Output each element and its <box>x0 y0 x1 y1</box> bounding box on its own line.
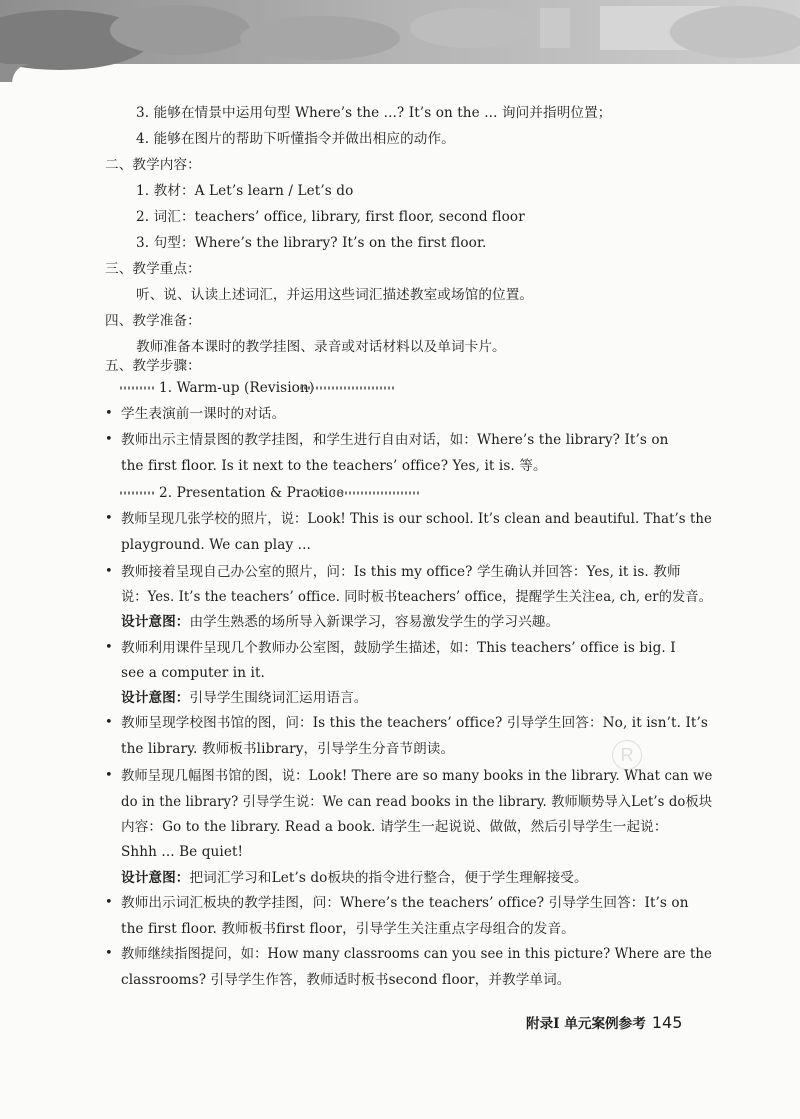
p7-line-2: classrooms? 引导学生作答，教师适时板书second floor，并教学单词。 <box>121 972 571 988</box>
bullet: • <box>105 715 113 730</box>
bullet: • <box>105 768 113 783</box>
step1-left-decoration <box>120 384 154 392</box>
bullet: • <box>105 432 113 447</box>
note-label: 设计意图： <box>121 614 190 630</box>
p6-line-1: 教师出示词汇板块的教学挂图，问：Where’s the teachers’ office? 引导学生回答：It’s on <box>121 895 689 911</box>
content-item-1: 1. 教材：A Let’s learn / Let’s do <box>136 183 354 199</box>
step-2-title: 2. Presentation & Practice <box>159 485 345 501</box>
step1-bullet-1: 学生表演前一课时的对话。 <box>121 406 286 422</box>
bullet: • <box>105 946 113 961</box>
step2-left-decoration <box>120 489 154 497</box>
p3-line-1: 教师利用课件呈现几个教师办公室图，鼓励学生描述，如：This teachers’ office is big. I <box>121 640 676 656</box>
step1-bullet-2-line-1: 教师出示主情景图的教学挂图，和学生进行自由对话，如：Where’s the library? It’s on <box>121 432 669 448</box>
section-4-text: 教师准备本课时的教学挂图、录音或对话材料以及单词卡片。 <box>136 339 506 355</box>
note-text: 引导学生围绕词汇运用语言。 <box>189 690 368 706</box>
step1-bullet-2-line-2: the first floor. Is it next to the teachers’ office? Yes, it is. 等。 <box>121 458 547 474</box>
bullet: • <box>105 564 113 579</box>
content-item-2: 2. 词汇：teachers’ office, library, first floor, second floor <box>136 209 525 225</box>
section-3-heading: 三、教学重点： <box>105 261 201 277</box>
step2-right-decoration <box>317 489 421 497</box>
note-label: 设计意图： <box>121 870 190 886</box>
note-text: 把词汇学习和Let’s do板块的指令进行整合，便于学生理解接受。 <box>189 870 588 886</box>
p2-line-2: 说：Yes. It’s the teachers’ office. 同时板书teachers’ office，提醒学生关注ea, ch, er的发音。 <box>121 589 712 605</box>
page-footer <box>526 1013 682 1034</box>
p2-design-note <box>121 612 559 632</box>
objective-4: 4. 能够在图片的帮助下听懂指令并做出相应的动作。 <box>136 131 455 147</box>
section-3-text: 听、说、认读上述词汇，并运用这些词汇描述教室或场馆的位置。 <box>136 287 534 303</box>
bullet: • <box>105 406 113 421</box>
objective-3: 3. 能够在情景中运用句型 Where’s the ...? It’s on the ... 询问并指明位置； <box>136 105 612 121</box>
p1-line-2: playground. We can play ... <box>121 537 311 553</box>
bullet: • <box>105 640 113 655</box>
p4-line-1: 教师呈现学校图书馆的图，问：Is this the teachers’ office? 引导学生回答：No, it isn’t. It’s <box>121 715 708 731</box>
section-2-heading: 二、教学内容： <box>105 157 201 173</box>
p1-line-1: 教师呈现几张学校的照片，说：Look! This is our school. It’s clean and beautiful. That’s the <box>121 511 712 527</box>
note-label: 设计意图： <box>121 690 190 706</box>
section-4-heading: 四、教学准备： <box>105 313 201 329</box>
p3-line-2: see a computer in it. <box>121 665 265 681</box>
p5-line-4: Shhh ... Be quiet! <box>121 844 244 860</box>
p5-line-1: 教师呈现几幅图书馆的图，说：Look! There are so many books in the library. What can we <box>121 768 713 784</box>
content-item-3: 3. 句型：Where’s the library? It’s on the first floor. <box>136 235 487 251</box>
p6-line-2: the first floor. 教师板书first floor，引导学生关注重点字母组合的发音。 <box>121 921 575 937</box>
registered-watermark: R <box>612 740 642 770</box>
p3-design-note <box>121 688 368 708</box>
page-number: 145 <box>651 1013 683 1032</box>
p4-line-2: the library. 教师板书library，引导学生分音节朗读。 <box>121 741 455 757</box>
bullet: • <box>105 895 113 910</box>
step1-right-decoration <box>300 384 396 392</box>
step-1-title: 1. Warm-up (Revision) <box>159 380 315 396</box>
footer-label: 附录Ⅰ 单元案例参考 <box>526 1016 646 1032</box>
p7-line-1: 教师继续指图提问，如：How many classrooms can you see in this picture? Where are the <box>121 946 712 962</box>
note-text: 由学生熟悉的场所导入新课学习，容易激发学生的学习兴趣。 <box>189 614 560 630</box>
p5-design-note <box>121 868 588 888</box>
bullet: • <box>105 511 113 526</box>
p2-line-1: 教师接着呈现自己办公室的照片，问：Is this my office? 学生确认并回答：Yes, it is. 教师 <box>121 564 681 580</box>
section-5-heading: 五、教学步骤： <box>105 358 201 374</box>
p5-line-3: 内容：Go to the library. Read a book. 请学生一起说说、做做，然后引导学生一起说： <box>121 819 668 835</box>
p5-line-2: do in the library? 引导学生说：We can read books in the library. 教师顺势导入Let’s do板块 <box>121 794 713 810</box>
